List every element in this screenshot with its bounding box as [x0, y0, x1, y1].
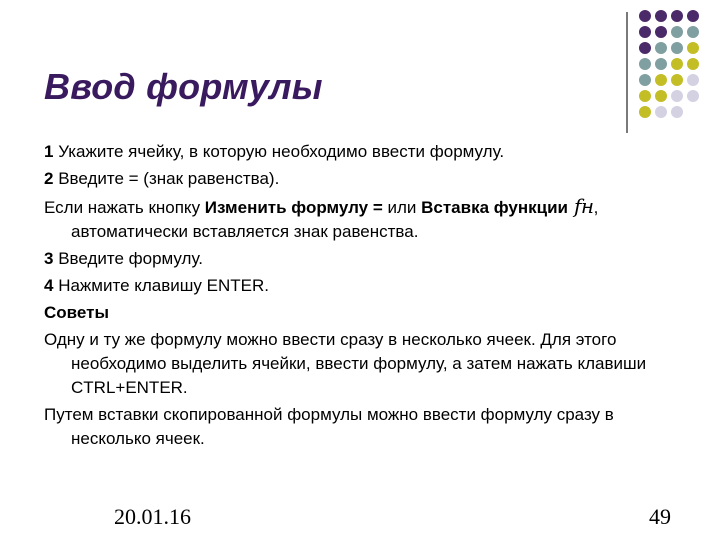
- decor-dot: [655, 90, 667, 102]
- decor-dot: [671, 58, 683, 70]
- decor-dot: [671, 90, 683, 102]
- step-4-number: 4: [44, 276, 54, 295]
- step-2-note: [44, 194, 684, 244]
- decor-dot: [639, 106, 651, 118]
- fx-icon: fн: [574, 194, 594, 218]
- tips-heading: [44, 301, 684, 325]
- decor-dot: [655, 42, 667, 54]
- decor-dot: [639, 74, 651, 86]
- decor-dot: [655, 58, 667, 70]
- decor-dot: [639, 10, 651, 22]
- tips-heading-text: Советы: [44, 303, 109, 322]
- decor-dot: [671, 26, 683, 38]
- decor-dot: [639, 58, 651, 70]
- decor-dot: [671, 42, 683, 54]
- slide-title: Ввод формулы: [44, 66, 323, 107]
- edit-formula-button-label: Изменить формулу =: [204, 198, 383, 217]
- title-divider: [626, 12, 628, 133]
- step-2-note-suffix: , автоматически вставляется знак равенства.: [71, 198, 599, 241]
- decor-dot: [687, 42, 699, 54]
- tip-2: Путем вставки скопированной формулы можно ввести формулу сразу в несколько ячеек.: [44, 405, 614, 448]
- step-3-text: Введите формулу.: [58, 249, 203, 268]
- decor-dot: [639, 90, 651, 102]
- step-2: [44, 167, 684, 191]
- decor-dot: [639, 26, 651, 38]
- step-1-text: Укажите ячейку, в которую необходимо ввести формулу.: [58, 142, 505, 161]
- dot-grid-icon: [639, 10, 711, 120]
- step-4-text: Нажмите клавишу ENTER.: [58, 276, 269, 295]
- decor-dot: [687, 90, 699, 102]
- step-3: [44, 247, 684, 271]
- step-2-number: 2: [44, 169, 54, 188]
- step-4: [44, 274, 684, 298]
- page-number: 49: [649, 504, 671, 529]
- decor-dot: [687, 58, 699, 70]
- decor-dot: [687, 74, 699, 86]
- step-2-text: Введите = (знак равенства).: [58, 169, 280, 188]
- decor-dot: [687, 10, 699, 22]
- decor-dot: [655, 106, 667, 118]
- decor-dot: [655, 26, 667, 38]
- decor-dot: [655, 74, 667, 86]
- slide-body: [44, 140, 684, 454]
- decor-dot: [687, 26, 699, 38]
- decor-dot: [639, 42, 651, 54]
- step-1: [44, 140, 684, 164]
- tip-1: Одну и ту же формулу можно ввести сразу в несколько ячеек. Для этого необходимо выделить ячейки, ввести формулу, а затем нажать клавиши CTRL+ENTER.: [44, 330, 647, 397]
- decor-dot: [671, 10, 683, 22]
- footer-date: 20.01.16: [114, 504, 191, 529]
- step-2-note-mid: или: [382, 198, 422, 217]
- step-1-number: 1: [44, 142, 54, 161]
- decor-dot: [655, 10, 667, 22]
- step-2-note-prefix: Если нажать кнопку: [44, 198, 205, 217]
- insert-function-button-label: Вставка функции: [421, 198, 568, 217]
- step-3-number: 3: [44, 249, 54, 268]
- decor-dot: [671, 106, 683, 118]
- decor-dot: [671, 74, 683, 86]
